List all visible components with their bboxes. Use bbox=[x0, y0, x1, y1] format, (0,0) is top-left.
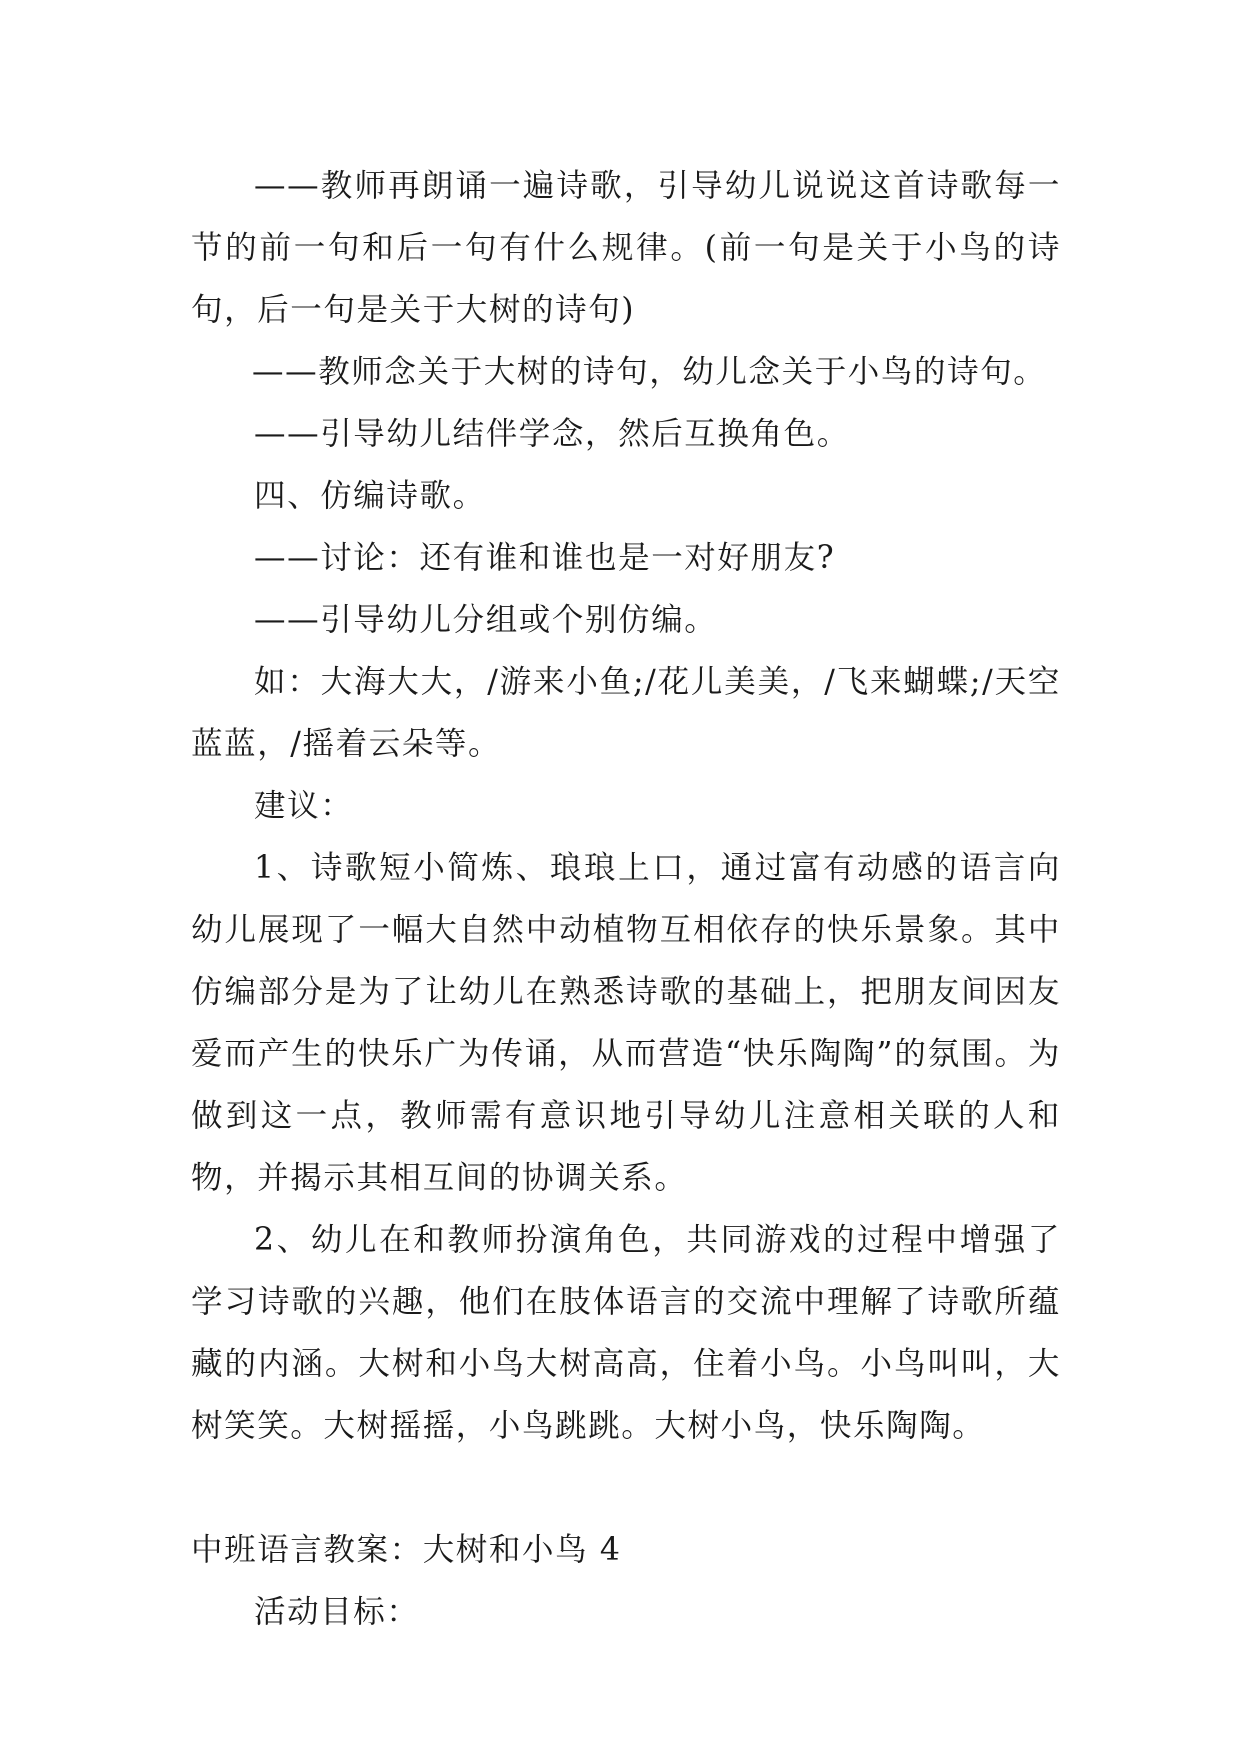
document-body bbox=[191, 155, 1061, 1643]
paragraph-review-poem: ——教师再朗诵一遍诗歌，引导幼儿说说这首诗歌每一节的前一句和后一句有什么规律。(前一句是关于小鸟的诗句，后一句是关于大树的诗句) bbox=[191, 168, 1061, 328]
paragraph-pair-practice: ——引导幼儿结伴学念，然后互换角色。 bbox=[254, 416, 850, 452]
paragraph-suggestion-two: 2、幼儿在和教师扮演角色，共同游戏的过程中增强了学习诗歌的兴趣，他们在肢体语言的交流中理解了诗歌所蕴藏的内涵。大树和小鸟大树高高，住着小鸟。小鸟叫叫，大树笑笑。大树摇摇，小鸟跳跳。大树小鸟，快乐陶陶。 bbox=[191, 1222, 1061, 1444]
paragraph-suggestion-heading: 建议： bbox=[254, 788, 354, 824]
paragraph-group-imitation: ——引导幼儿分组或个别仿编。 bbox=[254, 602, 718, 638]
paragraph-suggestion-one: 1、诗歌短小简炼、琅琅上口，通过富有动感的语言向幼儿展现了一幅大自然中动植物互相依存的快乐景象。其中仿编部分是为了让幼儿在熟悉诗歌的基础上，把朋友间因友爱而产生的快乐广为传诵，从而营造“快乐陶陶”的氛围。为做到这一点，教师需有意识地引导幼儿注意相关联的人和物，并揭示其相互间的协调关系。 bbox=[191, 850, 1061, 1196]
paragraph-discussion: ——讨论：还有谁和谁也是一对好朋友? bbox=[254, 540, 836, 576]
section-title: 中班语言教案：大树和小鸟 4 bbox=[191, 1532, 622, 1568]
paragraph-step-four-heading: 四、仿编诗歌。 bbox=[254, 478, 486, 514]
section-subtitle: 活动目标： bbox=[254, 1594, 420, 1630]
paragraph-examples: 如：大海大大，/游来小鱼;/花儿美美，/飞来蝴蝶;/天空蓝蓝，/摇着云朵等。 bbox=[191, 664, 1061, 762]
paragraph-teacher-child-recite: ——教师念关于大树的诗句，幼儿念关于小鸟的诗句。 bbox=[252, 354, 1047, 390]
